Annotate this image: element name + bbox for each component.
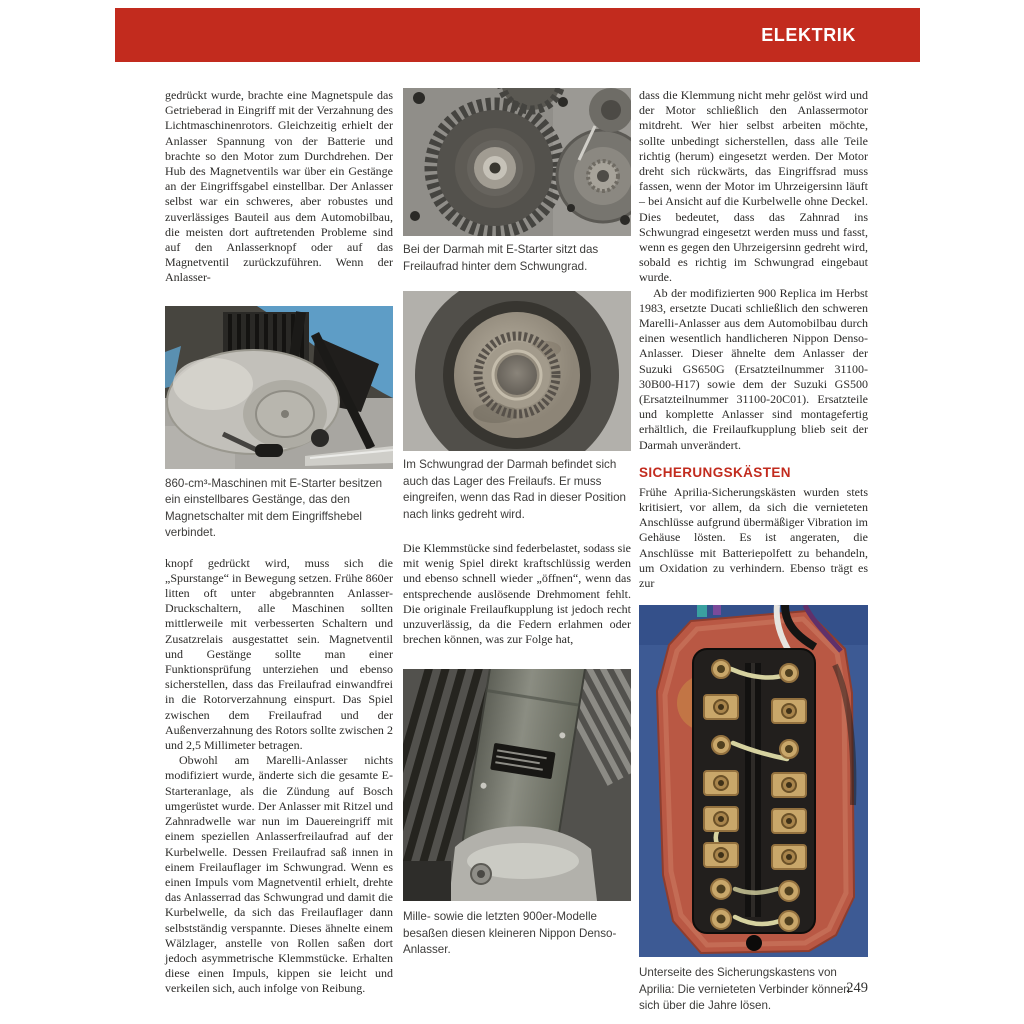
engine-photo-graphic <box>165 306 393 469</box>
flywheel-photo-caption: Im Schwungrad der Darmah befindet sich auch das Lager des Freilaufs. Er muss eingreifen, wenn das Rad in dieser Position nach links gedreht wird. <box>403 458 626 521</box>
body-paragraph: Obwohl am Marelli-Anlasser nichts modifiziert wurde, änderte sich die gesamte E-Starteranlage, als die Zündung auf Bosch umgerüstet wurde. Der Anlasser mit Ritzel und Zahnradwelle war nun im Dauereingriff mit einem speziellen Anlasserfreilaufrad auf der Kurbelwelle. Dessen Freilaufrad saß innen in einem Freilauflager im Schwungrad. Wenn es einen Impuls vom Magnetventil erhielt, drehte das Anlasserrad das Schwungrad und damit die Kurbelwelle, da sich das Freilauflager dann selbstständig verspannte. Dieses ähnelte einem Wälzlager, anstelle von Rollen saßen dort jedoch asymmetrische Klemmstücke. Erhalten diese einen Impuls, kippen sie leicht und verkeilen sich, auch infolge von Reibung. <box>165 753 393 996</box>
right-column <box>639 88 868 1015</box>
fusebox-photo <box>639 605 868 957</box>
gear-photo <box>403 88 631 236</box>
body-paragraph: knopf gedrückt wird, muss sich die „Spurstange“ in Bewegung setzen. Frühe 860er litten oft unter abgebrannten Anlasser-Druckschaltern, alle Maschinen sollten mittlerweile mit verbesserten Schaltern und Zusatzrelais ausgestattet sein. Magnetventil und Gestänge sollte man einer Funktionsprüfung unterziehen und ebenso sicherstellen, dass das Freilaufrad einwandfrei in die Rotorverzahnung einspurt. Das Spiel zwischen dem Freilaufrad und der Außenverzahnung des Rotors sollte zwischen 2 und 2,5 Millimeter betragen. <box>165 555 393 753</box>
engine-photo <box>165 306 393 469</box>
gear-photo-graphic <box>403 88 631 236</box>
middle-column <box>403 88 631 959</box>
body-paragraph: Frühe Aprilia-Sicherungskästen wurden stets kritisiert, vor allem, da sich die vernieteten Anschlüsse aufgrund übermäßiger Vibration im Gehäuse lösten. Es ist angeraten, die Anschlüsse mit Batteriepolfett zu behandeln, um Oxidation zu verhindern. Ebenso trägt es zur <box>639 484 868 591</box>
gear-photo-caption: Bei der Darmah mit E-Starter sitzt das Freilaufrad hinter dem Schwungrad. <box>403 243 599 273</box>
starter-photo-caption: Mille- sowie die letzten 900er-Modelle besaßen diesen kleineren Nippon Denso-Anlasser. <box>403 910 617 957</box>
left-column <box>165 88 393 997</box>
body-paragraph: Ab der modifizierten 900 Replica im Herbst 1983, ersetzte Ducati schließlich den schweren Marelli-Anlasser aus dem Automobilbau durch einen wesentlich handlicheren Nippon Denso-Anlasser. Dieser ähnelte dem Anlasser der Suzuki GS650G (Ersatzteilnummer 31100-30B00-H17) sowie dem der Suzuki GS500 (Ersatzteilnummer 31100-20C01). Ersatzteile und komplette Anlasser sind montagefertig erhältlich, die Freilaufkupplung blieb seit der Darmah unverändert. <box>639 285 868 452</box>
starter-photo-graphic <box>403 669 631 901</box>
section-heading: SICHERUNGSKÄSTEN <box>639 464 791 480</box>
starter-photo <box>403 669 631 901</box>
chapter-header-bar <box>115 8 920 62</box>
fusebox-photo-graphic <box>639 605 868 957</box>
body-paragraph: Die Klemmstücke sind federbelastet, sodass sie mit wenig Spiel direkt kraftschlüssig werden und ebenso schnell wieder „öffnen“, wenn das entsprechende auslösende Drehmoment fehlt. Die originale Freilaufkupplung ist jedoch recht unzuverlässig, da die Federn erlahmen oder brechen können, was zur Folge hat, <box>403 541 631 647</box>
chapter-title: ELEKTRIK <box>761 24 856 45</box>
engine-photo-caption: 860-cm³-Maschinen mit E-Starter besitzen ein einstellbares Gestänge, das den Magnetschalter mit dem Eingriffshebel verbindet. <box>165 476 383 540</box>
body-paragraph: dass die Klemmung nicht mehr gelöst wird und der Motor schließlich den Anlassermotor mitdreht. Wer hier selbst arbeiten möchte, sollte unbedingt sicherstellen, dass alle Teile richtig (herum) eingesetzt werden. Der Motor dreht sich rückwärts, das Eingriffsrad muss fassen, wenn der Motor im Uhrzeigersinn läuft – bei Ansicht auf die Kurbelwelle ohne Deckel. Dies bedeutet, dass das Zahnrad ins Schwungrad eingesetzt werden muss und fasst, wenn es gegen den Uhrzeigersinn gedreht wird, sobald es richtig im Schwungrad eingebaut wurde. <box>639 88 868 285</box>
flywheel-photo-graphic <box>403 291 631 451</box>
flywheel-photo <box>403 291 631 451</box>
page-number: 249 <box>846 980 868 996</box>
fusebox-photo-caption: Unterseite des Sicherungskastens von Aprilia: Die vernieteten Verbinder können sich über die Jahre lösen. <box>639 966 850 1013</box>
body-paragraph: gedrückt wurde, brachte eine Magnetspule das Getrieberad in Eingriff mit der Verzahnung des Lichtmaschinenrotors. Gleichzeitig erhielt der Anlasser Spannung von der Batterie und brachte so den Motor zum Durchdrehen. Der Hub des Magnetventils war über ein Gestänge an der Eingriffsgabel einstellbar. Der Anlasser selbst war ein schweres, aber robustes und zuverlässiges Bauteil aus dem Automobilbau, die meisten dort auftretenden Probleme sind auf den Anlasserknopf oder auf das Magnetventil zurückzuführen. Wenn der Anlasser- <box>165 88 393 285</box>
